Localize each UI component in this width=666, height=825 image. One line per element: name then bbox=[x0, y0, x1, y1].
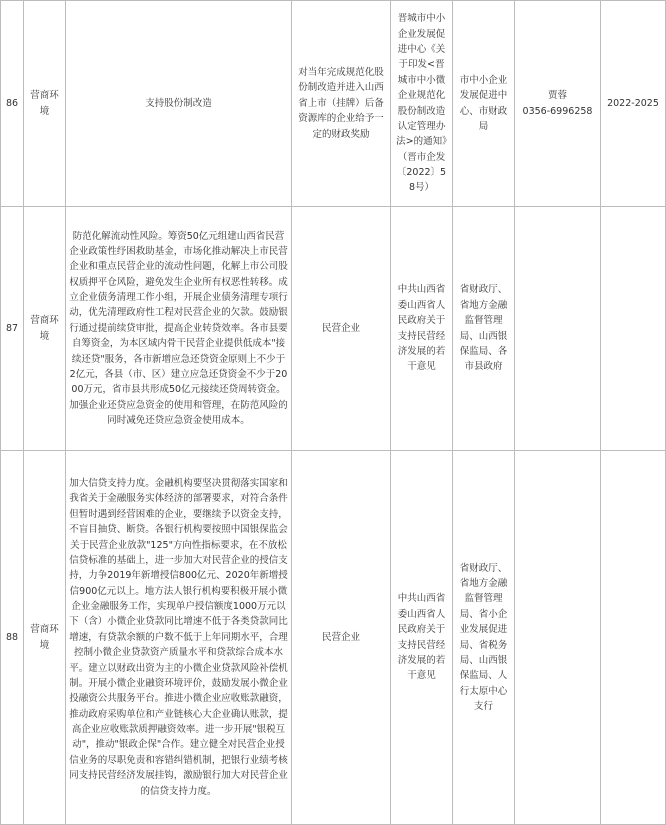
policy-cell: 中共山西省委山西省人民政府关于支持民营经济发展的若干意见 bbox=[391, 451, 453, 825]
row-number: 88 bbox=[1, 451, 24, 825]
target-cell: 民营企业 bbox=[292, 451, 391, 825]
measure-cell: 支持股份制改造 bbox=[66, 1, 292, 207]
row-number: 86 bbox=[1, 1, 24, 207]
department-cell: 省财政厅、省地方金融监督管理局、山西银保监局、各市县政府 bbox=[453, 207, 515, 451]
contact-cell bbox=[515, 207, 601, 451]
policy-cell: 晋城市中小企业发展促进中心《关于印发<晋城市中小微企业规范化股份制改造认定管理办法>的通知》（晋市企发〔2022〕58号） bbox=[391, 1, 453, 207]
measure-cell: 防范化解流动性风险。筹资50亿元组建山西省民营企业政策性纾困救助基金，市场化推动解决上市民营企业和重点民营企业的流动性问题，化解上市公司股权质押平仓风险，避免发生企业所有权恶性转移。成立企业债务清理工作小组，开展企业债务清理专项行动，优先清理政府性工程对民营企业的欠款。鼓励银行通过提前续贷审批，提高企业转贷效率。各市县要自筹资金，为本区域内骨干民营企业提供低成本"接续还贷"服务，各市新增应急还贷资金原则上不少于2亿元，各县（市、区）建立应急还贷资金不少于2000万元，省市县共形成50亿元接续还贷周转资金。加强企业还贷应急资金的使用和管理，在防范风险的同时减免还贷应急资金使用成本。 bbox=[66, 207, 292, 451]
row-number: 87 bbox=[1, 207, 24, 451]
department-cell: 省财政厅、省地方金融监督管理局、省小企业发展促进局、省税务局、山西银保监局、人行太原中心支行 bbox=[453, 451, 515, 825]
period-cell bbox=[601, 451, 666, 825]
measure-cell: 加大信贷支持力度。金融机构要坚决贯彻落实国家和我省关于金融服务实体经济的部署要求，对符合条件但暂时遇到经营困难的企业，要继续予以资金支持，不盲目抽贷、断贷。各银行机构要按照中国银保监会关于民营企业放款"125"方向性指标要求，在不放松信贷标准的基础上，进一步加大对民营企业的授信支持，力争2019年新增授信800亿元、2020年新增授信900亿元以上。地方法人银行机构要积极开展小微企业金融服务工作，实现单户授信额度1000万元以下（含）小微企业贷款同比增速不低于各类贷款同比增速，有贷款余额的户数不低于上年同期水平，合理控制小微企业贷款资产质量水平和贷款综合成本水平。建立以财政出资为主的小微企业贷款风险补偿机制。开展小微企业融资环境评价，鼓励发展小微企业投融资公共服务平台。推进小微企业应收账款融资，推动政府采购单位和产业链核心大企业确认账款，提高企业应收账款质押融资效率。进一步开展"银税互动"，推动"银政企保"合作。建立健全对民营企业授信业务的尽职免责和容错纠错机制，把银行业绩考核同支持民营经济发展挂钩，激励银行加大对民营企业的信贷支持力度。 bbox=[66, 451, 292, 825]
period-cell: 2022-2025 bbox=[601, 1, 666, 207]
table-row bbox=[1, 207, 666, 451]
table-row bbox=[1, 1, 666, 207]
category-cell: 营商环境 bbox=[24, 451, 66, 825]
table-row bbox=[1, 451, 666, 825]
department-cell: 市中小企业发展促进中心、市财政局 bbox=[453, 1, 515, 207]
target-cell: 民营企业 bbox=[292, 207, 391, 451]
period-cell bbox=[601, 207, 666, 451]
category-cell: 营商环境 bbox=[24, 207, 66, 451]
contact-cell: 贾蓉 0356-6996258 bbox=[515, 1, 601, 207]
policy-cell: 中共山西省委山西省人民政府关于支持民营经济发展的若干意见 bbox=[391, 207, 453, 451]
target-cell: 对当年完成规范化股份制改造并进入山西省上市（挂牌）后备资源库的企业给予一定的财政奖励 bbox=[292, 1, 391, 207]
category-cell: 营商环境 bbox=[24, 1, 66, 207]
contact-cell bbox=[515, 451, 601, 825]
